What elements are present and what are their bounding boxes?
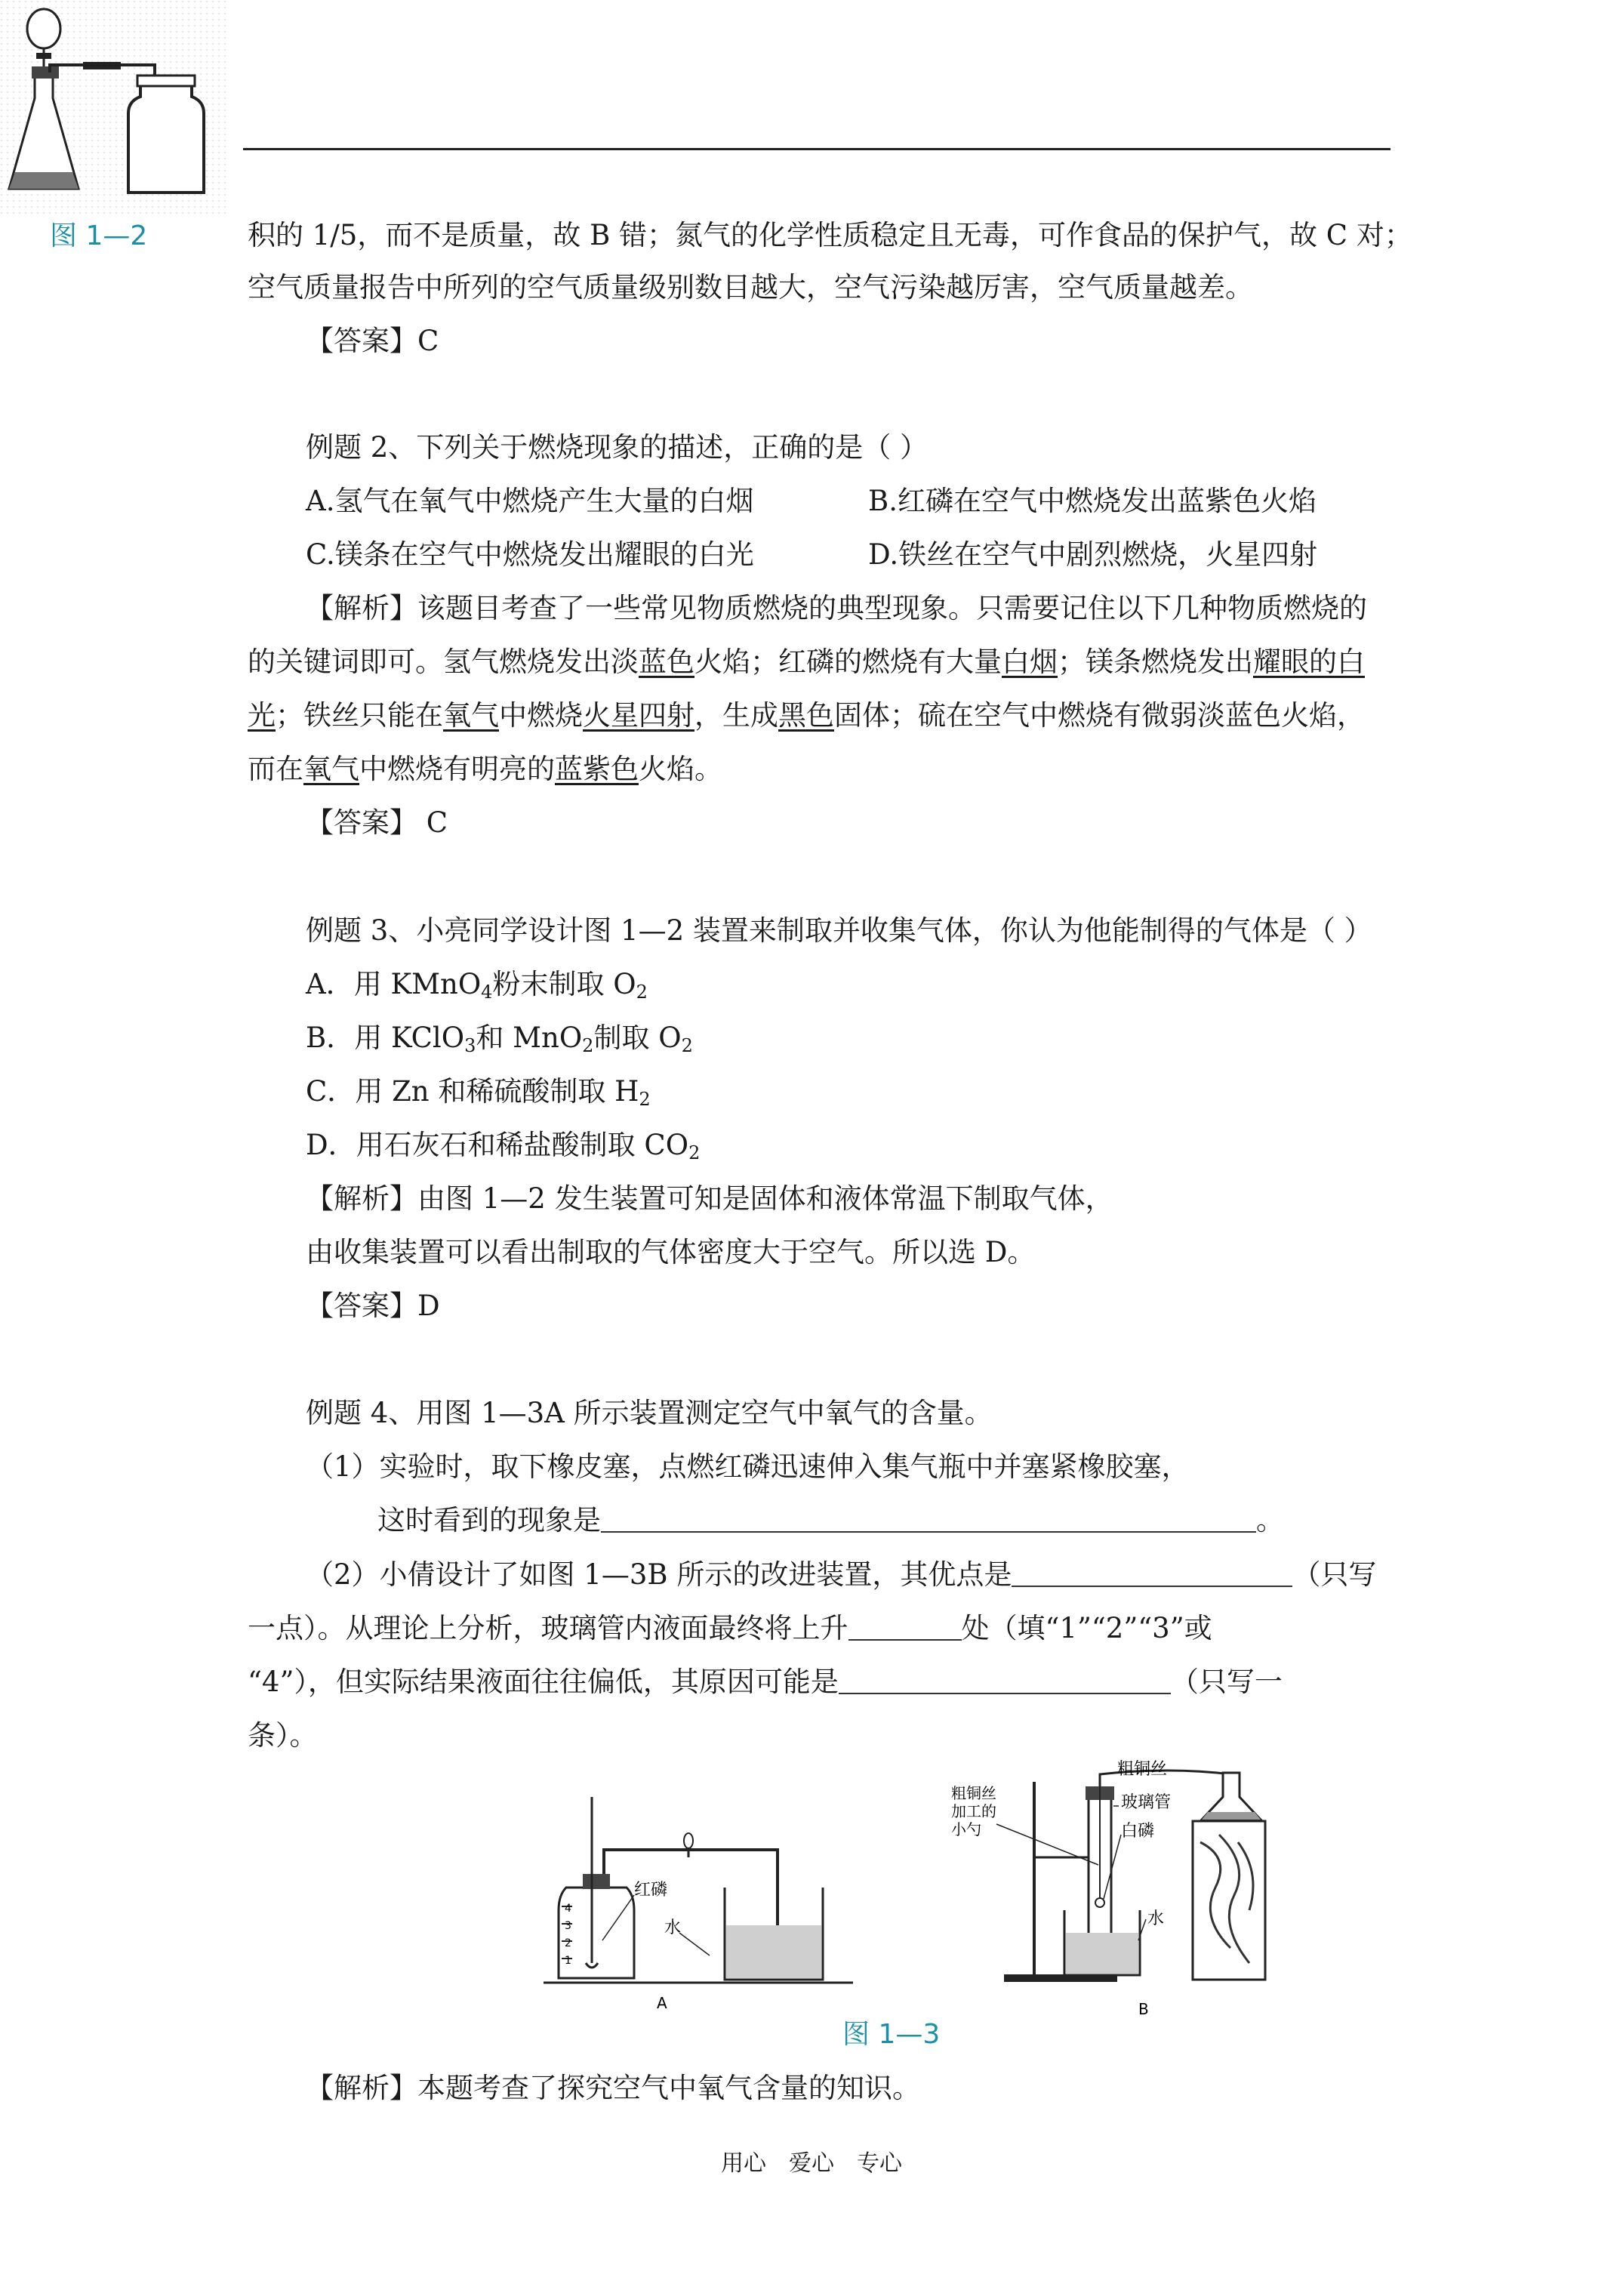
label-water-a: 水 [664,1918,682,1937]
example3-analysis-line2: 由收集装置可以看出制取的气体密度大于空气。所以选 D。 [306,1236,1036,1268]
label-water-b: 水 [1147,1909,1165,1928]
text-span: 固体；硫在空气中燃烧有微弱淡蓝色火焰， [834,699,1365,732]
example2-question: 例题 2、下列关于燃烧现象的描述，正确的是（ ） [306,431,929,464]
example2-answer: 【答案】 C [306,806,448,839]
text-span: 一点）。从理论上分析，玻璃管内液面最终将上升 [248,1612,848,1644]
figure-1-2-apparatus [0,0,226,219]
example1-line2: 空气质量报告中所列的空气质量级别数目越大，空气污染越厉害，空气质量越差。 [248,271,1253,304]
figure-1-3b-apparatus [944,1752,1291,2023]
subscript: 4 [481,982,493,1003]
subscript: 2 [639,1089,651,1110]
page-footer: 用心 爱心 专心 [721,2150,902,2177]
text-span: ；镁条燃烧发出 [1058,646,1253,678]
text-span: 粉末制取 O [492,968,636,1000]
figure-1-3a-apparatus [536,1782,891,2023]
bottle-scale-4: 4 [565,1903,571,1915]
answer-blank[interactable] [601,1502,1256,1533]
label-hook-line2: 加工的 [951,1802,996,1820]
example4-q2-line1 [306,1555,1376,1595]
example2-option-d: D.铁丝在空气中剧烈燃烧，火星四射 [868,538,1318,571]
example4-q2-line4: 条）。 [248,1719,318,1752]
answer-blank[interactable] [839,1664,1171,1694]
underlined-keyword: 蓝紫色 [555,753,639,785]
text-span: 中燃烧 [499,699,583,732]
text-span: 而在 [248,753,303,785]
text-span: 火焰；红磷的燃烧有大量 [694,646,1002,678]
bottle-scale-2: 2 [565,1937,571,1949]
subscript: 2 [582,1035,594,1056]
text-span: （只写 [1292,1558,1377,1591]
underlined-keyword: 氧气 [443,699,499,732]
example3-option-a [306,965,648,1004]
text-span: （2）小倩设计了如图 1—3B 所示的改进装置，其优点是 [306,1558,1012,1591]
example2-option-a: A.氢气在氧气中燃烧产生大量的白烟 [306,485,754,517]
example4-q1-line2 [377,1501,1284,1540]
label-white-phosphorus: 白磷 [1121,1822,1155,1841]
text-span: B．用 KClO [306,1022,465,1054]
example2-analysis-line2 [248,643,1365,682]
text-span: C．用 Zn 和稀硫酸制取 H [306,1075,639,1108]
text-span: ；铁丝只能在 [276,699,443,732]
example4-analysis: 【解析】本题考查了探究空气中氧气含量的知识。 [306,2072,920,2104]
figure-1-3-label: 图 1—3 [842,2019,941,2050]
example2-option-b: B.红磷在空气中燃烧发出蓝紫色火焰 [868,485,1317,517]
example1-answer: 【答案】C [306,325,439,357]
underlined-keyword: 光 [248,699,276,732]
subscript: 3 [464,1035,476,1056]
text-span: 这时看到的现象是 [377,1504,601,1536]
underlined-keyword: 蓝色 [639,646,694,678]
example3-option-b [306,1019,693,1058]
example4-question: 例题 4、用图 1—3A 所示装置测定空气中氧气的含量。 [306,1397,993,1429]
bottle-scale-3: 3 [565,1920,571,1932]
example3-answer: 【答案】D [306,1290,440,1322]
text-span: 火焰。 [639,753,722,785]
answer-blank[interactable] [848,1610,962,1641]
header-rule [243,148,1390,150]
text-span: 中燃烧有明亮的 [359,753,555,785]
example3-option-d [306,1126,700,1165]
label-hook-line3: 小勺 [951,1820,981,1838]
example2-analysis-line3 [248,696,1365,735]
figure-b-letter: B [1138,2000,1149,2018]
bottle-scale-1: 1 [565,1955,571,1967]
example4-q1-line1: （1）实验时，取下橡皮塞，点燃红磷迅速伸入集气瓶中并塞紧橡胶塞， [306,1450,1190,1483]
text-span: “4”），但实际结果液面往往偏低，其原因可能是 [248,1666,839,1698]
example4-q2-line3 [248,1663,1283,1702]
example3-question: 例题 3、小亮同学设计图 1—2 装置来制取并收集气体，你认为他能制得的气体是（ ） [306,914,1372,947]
example3-analysis-line1: 【解析】由图 1—2 发生装置可知是固体和液体常温下制取气体， [306,1182,1113,1215]
example2-option-c: C.镁条在空气中燃烧发出耀眼的白光 [306,538,754,571]
figure-a-letter: A [657,1994,667,2012]
text-span: 制取 O [593,1022,682,1054]
underlined-keyword: 火星四射 [583,699,694,732]
answer-blank[interactable] [1012,1557,1292,1587]
label-glass-tube: 玻璃管 [1121,1793,1172,1812]
underlined-keyword: 黑色 [778,699,834,732]
label-red-phosphorus: 红磷 [634,1881,668,1900]
example3-option-c [306,1072,651,1111]
text-span: 处（填“1”“2”“3”或 [961,1612,1212,1644]
subscript: 2 [681,1035,693,1056]
text-span: ，生成 [694,699,778,732]
text-span: （只写一 [1170,1666,1283,1698]
underlined-keyword: 氧气 [303,753,359,785]
example2-analysis-line1: 【解析】该题目考查了一些常见物质燃烧的典型现象。只需要记住以下几种物质燃烧的 [306,592,1367,624]
underlined-keyword: 耀眼的白 [1253,646,1365,678]
text-span: D．用石灰石和稀盐酸制取 CO [306,1129,689,1161]
subscript: 2 [688,1142,701,1163]
example2-analysis-line4 [248,750,722,789]
figure-1-2-label: 图 1—2 [50,220,148,251]
label-hook-line1: 粗铜丝 [951,1784,996,1802]
text-span: 和 MnO [476,1022,583,1054]
text-span: A．用 KMnO [306,968,482,1000]
subscript: 2 [636,982,648,1003]
label-copper-wire: 粗铜丝 [1117,1760,1168,1779]
example1-line1: 积的 1/5，而不是质量，故 B 错；氮气的化学性质稳定且无毒，可作食品的保护气，故 C 对； [248,219,1412,251]
underlined-keyword: 白烟 [1002,646,1058,678]
text-span: 的关键词即可。氢气燃烧发出淡 [248,646,639,678]
example4-q2-line2 [248,1609,1212,1648]
text-span: 。 [1256,1504,1284,1536]
